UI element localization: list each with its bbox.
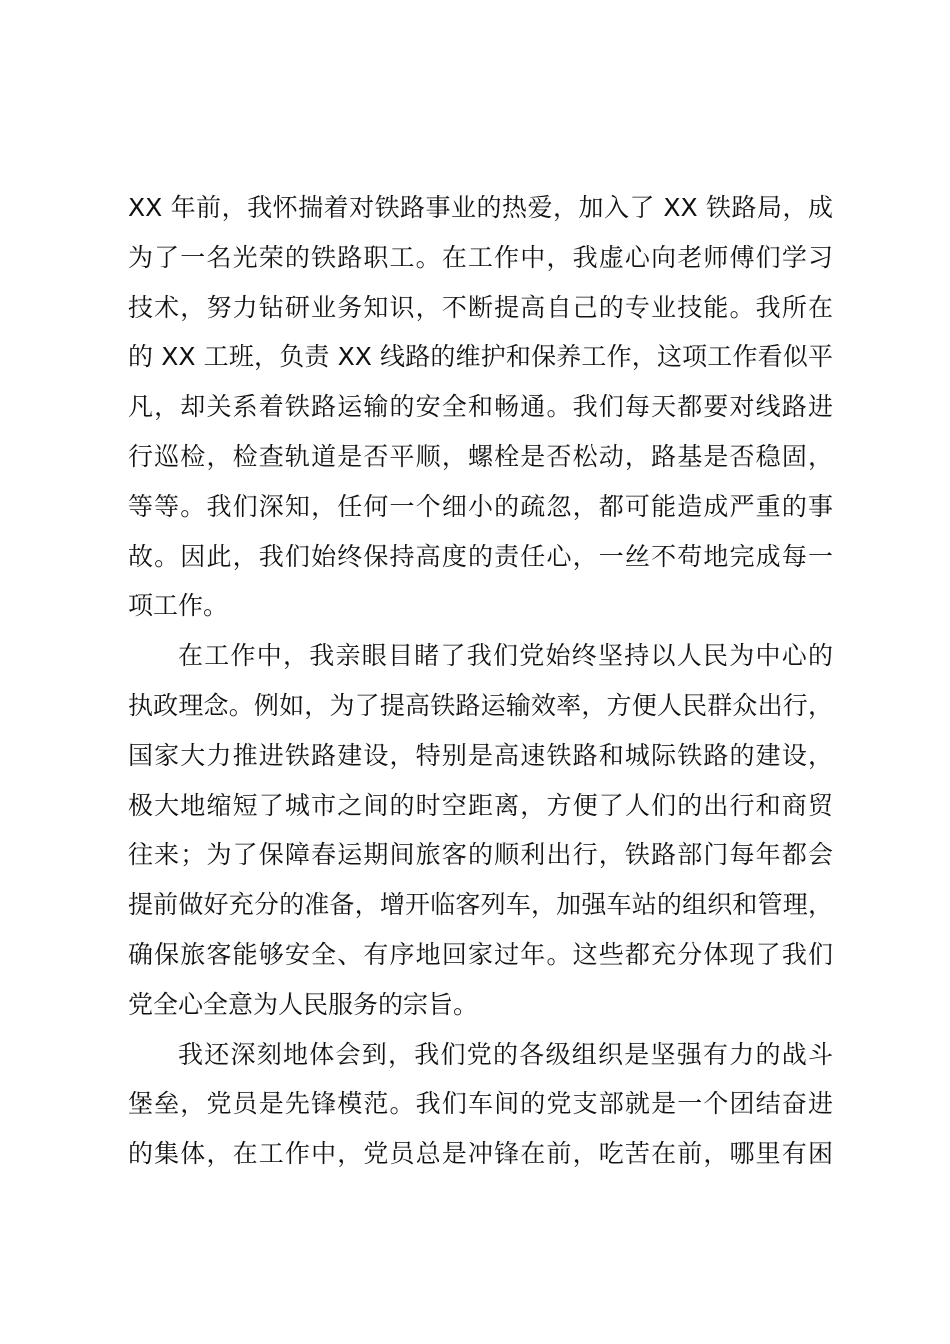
paragraph-line: 项工作。 [128, 591, 229, 621]
paragraph-3 [128, 1030, 833, 1179]
paragraph-line: 党全心全意为人民服务的宗旨。 [128, 989, 479, 1019]
paragraph-1 [128, 183, 833, 631]
paragraph-line: 为了一名光荣的铁路职工。在工作中，我虚心向老师傅们学习 [128, 242, 833, 272]
paragraph-line: 国家大力推进铁路建设，特别是高速铁路和城际铁路的建设， [128, 740, 833, 770]
paragraph-line: 执政理念。例如，为了提高铁路运输效率，方便人民群众出行， [128, 690, 833, 720]
paragraph-line: 在工作中，我亲眼目睹了我们党始终坚持以人民为中心的 [178, 641, 833, 671]
paragraph-line: 行巡检，检查轨道是否平顺，螺栓是否松动，路基是否稳固， [128, 441, 833, 471]
paragraph-line: 的 XX 工班，负责 XX 线路的维护和保养工作，这项工作看似平 [128, 342, 833, 372]
paragraph-line: 极大地缩短了城市之间的时空距离，方便了人们的出行和商贸 [128, 790, 833, 820]
paragraph-line: 提前做好充分的准备，增开临客列车，加强车站的组织和管理， [128, 890, 833, 920]
paragraph-line: XX 年前，我怀揣着对铁路事业的热爱，加入了 XX 铁路局，成 [128, 193, 833, 222]
paragraph-line: 往来；为了保障春运期间旅客的顺利出行，铁路部门每年都会 [128, 840, 833, 870]
paragraph-line: 等等。我们深知，任何一个细小的疏忽，都可能造成严重的事 [128, 491, 833, 521]
paragraph-line: 的集体，在工作中，党员总是冲锋在前，吃苦在前，哪里有困 [128, 1139, 833, 1169]
paragraph-2 [128, 631, 833, 1029]
paragraph-line: 堡垒，党员是先锋模范。我们车间的党支部就是一个团结奋进 [128, 1089, 833, 1119]
paragraph-line: 我还深刻地体会到，我们党的各级组织是坚强有力的战斗 [178, 1039, 833, 1069]
document-page [128, 183, 833, 1179]
paragraph-line: 技术，努力钻研业务知识，不断提高自己的专业技能。我所在 [128, 292, 833, 322]
paragraph-line: 凡，却关系着铁路运输的安全和畅通。我们每天都要对线路进 [128, 392, 833, 422]
paragraph-line: 确保旅客能够安全、有序地回家过年。这些都充分体现了我们 [128, 939, 833, 969]
paragraph-line: 故。因此，我们始终保持高度的责任心，一丝不苟地完成每一 [128, 541, 833, 571]
